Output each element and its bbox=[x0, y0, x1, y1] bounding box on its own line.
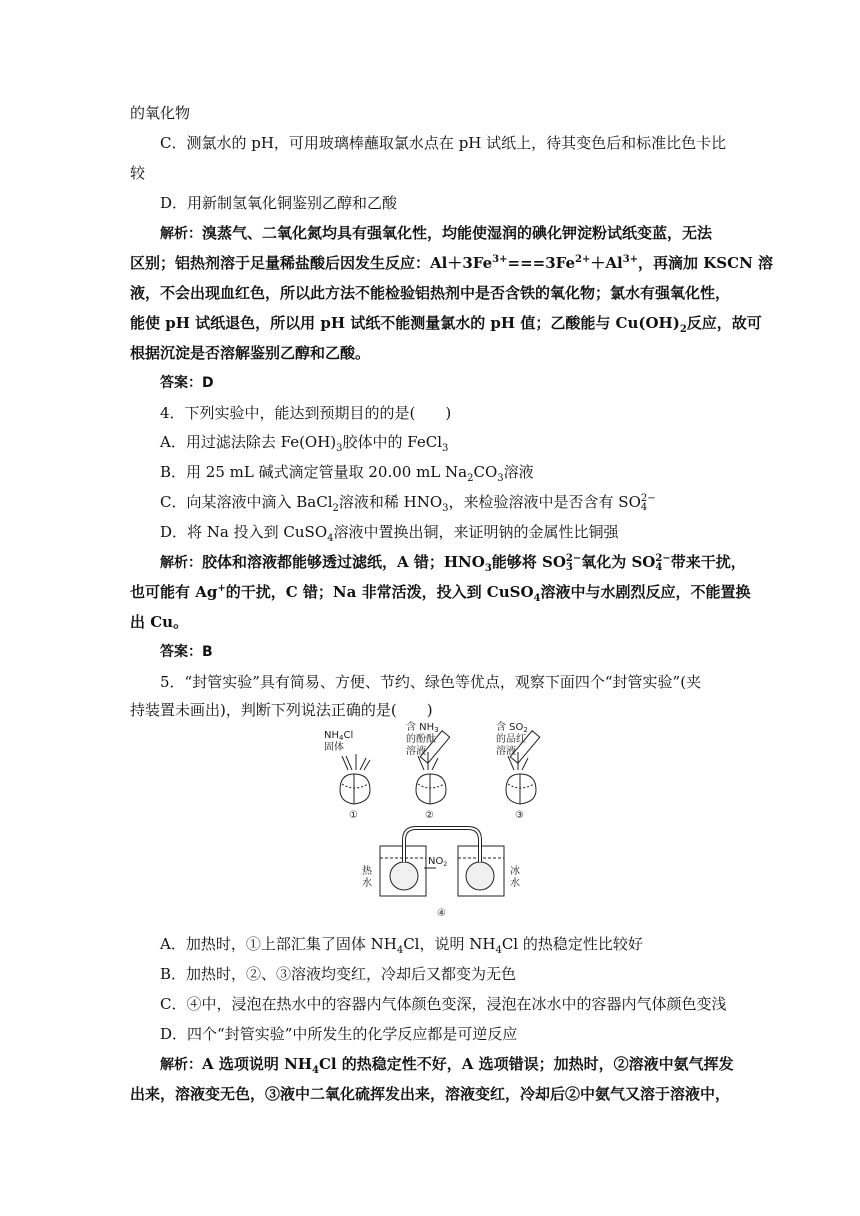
option-b: B．加热时，②、③溶液均变红，冷却后又都变为无色 bbox=[160, 965, 517, 983]
answer: 答案：D bbox=[160, 375, 214, 391]
analysis-line bbox=[160, 1054, 734, 1075]
text: ===3Fe bbox=[507, 254, 576, 272]
option-a bbox=[160, 934, 643, 954]
sup: 3+ bbox=[622, 254, 639, 265]
sub: 2 bbox=[332, 503, 339, 514]
text: D．将 Na 投入到 CuSO bbox=[160, 523, 328, 541]
number-2: ② bbox=[425, 810, 434, 821]
analysis-line: 根据沉淀是否溶解鉴别乙醇和乙酸。 bbox=[130, 344, 371, 362]
analysis-line: 液，不会出现血红色，所以此方法不能检验铝热剂中是否含铁的氧化物；氯水有强氧化性， bbox=[130, 284, 731, 302]
sub: 4 bbox=[533, 593, 541, 604]
text: Cl 的热稳定性比较好 bbox=[501, 935, 643, 953]
analysis-line bbox=[160, 223, 712, 244]
text: 溶液中与水剧烈反应，不能置换 bbox=[540, 583, 751, 601]
option-b bbox=[160, 462, 534, 482]
question-4: 4．下列实验中，能达到预期目的的是( ) bbox=[160, 404, 452, 422]
option-c: C．④中，浸泡在热水中的容器内气体颜色变深，浸泡在冰水中的容器内气体颜色变浅 bbox=[160, 995, 727, 1013]
question-5: 5．“封管实验”具有简易、方便、节约、绿色等优点，观察下面四个“封管实验”(夹 bbox=[160, 673, 702, 691]
option-c: C．测氯水的 pH，可用玻璃棒蘸取氯水点在 pH 试纸上，待其变色后和标准比色卡比 bbox=[160, 134, 727, 152]
sub: 3 bbox=[336, 443, 343, 454]
sub: 4 bbox=[396, 945, 404, 956]
sub: 2 bbox=[467, 473, 474, 484]
number-1: ① bbox=[349, 810, 358, 821]
text: A．用过滤法除去 Fe(OH) bbox=[160, 433, 337, 451]
sealed-tube-experiments-figure bbox=[320, 718, 550, 923]
text: 溶液中置换出铜，来证明钠的金属性比铜强 bbox=[333, 523, 619, 541]
label-nh3: 含 $NH_3$ bbox=[406, 722, 439, 734]
analysis-line bbox=[130, 582, 751, 602]
text: 溶液 bbox=[503, 463, 534, 481]
text: Cl，说明 NH bbox=[403, 935, 496, 953]
text-line: 的氧化物 bbox=[130, 104, 191, 122]
label-nh4cl: $NH_4Cl$ bbox=[324, 730, 354, 742]
sub: 4 bbox=[327, 533, 334, 544]
sub: 3 bbox=[497, 473, 504, 484]
analysis-label: 解析： bbox=[160, 555, 202, 571]
analysis-line bbox=[130, 313, 762, 333]
analysis-line bbox=[130, 253, 773, 273]
label-ice: 冰 bbox=[510, 866, 520, 877]
sup: 2− bbox=[655, 553, 671, 564]
number-3: ③ bbox=[515, 810, 524, 821]
text: ，来检验溶液中是否含有 SO bbox=[448, 493, 641, 511]
text: 溶液和稀 HNO bbox=[338, 493, 443, 511]
analysis-line: 出来，溶液变无色，③液中二氧化硫挥发出来，溶液变红，冷却后②中氨气又溶于溶液中， bbox=[130, 1085, 731, 1103]
text: 反应，故可 bbox=[686, 314, 762, 332]
text: 胶体和溶液都能够透过滤纸，A 错；HNO bbox=[202, 553, 485, 571]
text: C．向某溶液中滴入 BaCl bbox=[160, 493, 333, 511]
label-no2: $NO_2$ bbox=[428, 856, 448, 868]
analysis-label: 解析： bbox=[160, 226, 202, 242]
sub: 3 bbox=[565, 562, 573, 573]
sub: 2 bbox=[679, 324, 687, 335]
text: Cl 的热稳定性不好，A 选项错误；加热时，②溶液中氨气挥发 bbox=[318, 1055, 734, 1073]
text: 能使 pH 试纸退色，所以用 pH 试纸不能测量氯水的 pH 值；乙酸能与 Cu(OH) bbox=[130, 314, 680, 332]
sub: 3 bbox=[442, 443, 449, 454]
label-water: 水 bbox=[510, 878, 520, 889]
label-hot: 热 bbox=[362, 866, 372, 877]
option-d bbox=[160, 522, 619, 542]
text: 溴蒸气、二氧化氮均具有强氧化性，均能使湿润的碘化钾淀粉试纸变蓝，无法 bbox=[202, 224, 713, 242]
sup: 3+ bbox=[492, 254, 508, 265]
label-magenta: 的品红 bbox=[496, 734, 526, 745]
text: 也可能有 Ag bbox=[130, 583, 218, 601]
text: 能够将 SO bbox=[491, 553, 566, 571]
option-c bbox=[160, 492, 656, 512]
text-line: 较 bbox=[130, 164, 146, 182]
sup: 2+ bbox=[575, 254, 591, 265]
sup: 2− bbox=[640, 493, 656, 504]
analysis-line: 出 Cu。 bbox=[130, 613, 189, 631]
text-line: 持装置未画出)，判断下列说法正确的是( ) bbox=[130, 701, 433, 719]
sub: 4 bbox=[655, 562, 663, 573]
label-solid: 固体 bbox=[324, 742, 344, 753]
label-so2: 含 $SO_2$ bbox=[496, 722, 528, 734]
text: 的干扰，C 错；Na 非常活泼，投入到 CuSO bbox=[225, 583, 534, 601]
text: 带来干扰， bbox=[670, 553, 746, 571]
text: 区别；铝热剂溶于足量稀盐酸后因发生反应：Al＋3Fe bbox=[130, 254, 493, 272]
option-d: D．用新制氢氧化铜鉴别乙醇和乙酸 bbox=[160, 194, 398, 212]
text: ＋Al bbox=[590, 254, 623, 272]
option-d: D．四个“封管实验”中所发生的化学反应都是可逆反应 bbox=[160, 1025, 518, 1043]
sub: 4 bbox=[640, 502, 648, 513]
sub: 4 bbox=[311, 1065, 319, 1076]
text: A．加热时，①上部汇集了固体 NH bbox=[160, 935, 397, 953]
text: B．用 25 mL 碱式滴定管量取 20.00 mL Na bbox=[160, 463, 468, 481]
text: 氧化为 SO bbox=[581, 553, 656, 571]
sub: 3 bbox=[484, 563, 492, 574]
sub: 3 bbox=[442, 503, 449, 514]
label-water: 水 bbox=[362, 878, 372, 889]
number-4: ④ bbox=[437, 908, 446, 919]
sup: + bbox=[217, 583, 226, 594]
label-solution: 溶液 bbox=[406, 746, 426, 757]
text: CO bbox=[473, 463, 498, 481]
sup: 2− bbox=[565, 553, 582, 564]
label-solution: 溶液 bbox=[496, 746, 516, 757]
text: ，再滴加 KSCN 溶 bbox=[638, 254, 774, 272]
text: 胶体中的 FeCl bbox=[342, 433, 443, 451]
answer: 答案：B bbox=[160, 644, 213, 660]
sub: 4 bbox=[495, 945, 502, 956]
analysis-line bbox=[160, 552, 746, 573]
option-a bbox=[160, 432, 448, 452]
analysis-label: 解析： bbox=[160, 1057, 202, 1073]
label-phenolphthalein: 的酚酞 bbox=[406, 734, 436, 745]
text: A 选项说明 NH bbox=[202, 1055, 312, 1073]
